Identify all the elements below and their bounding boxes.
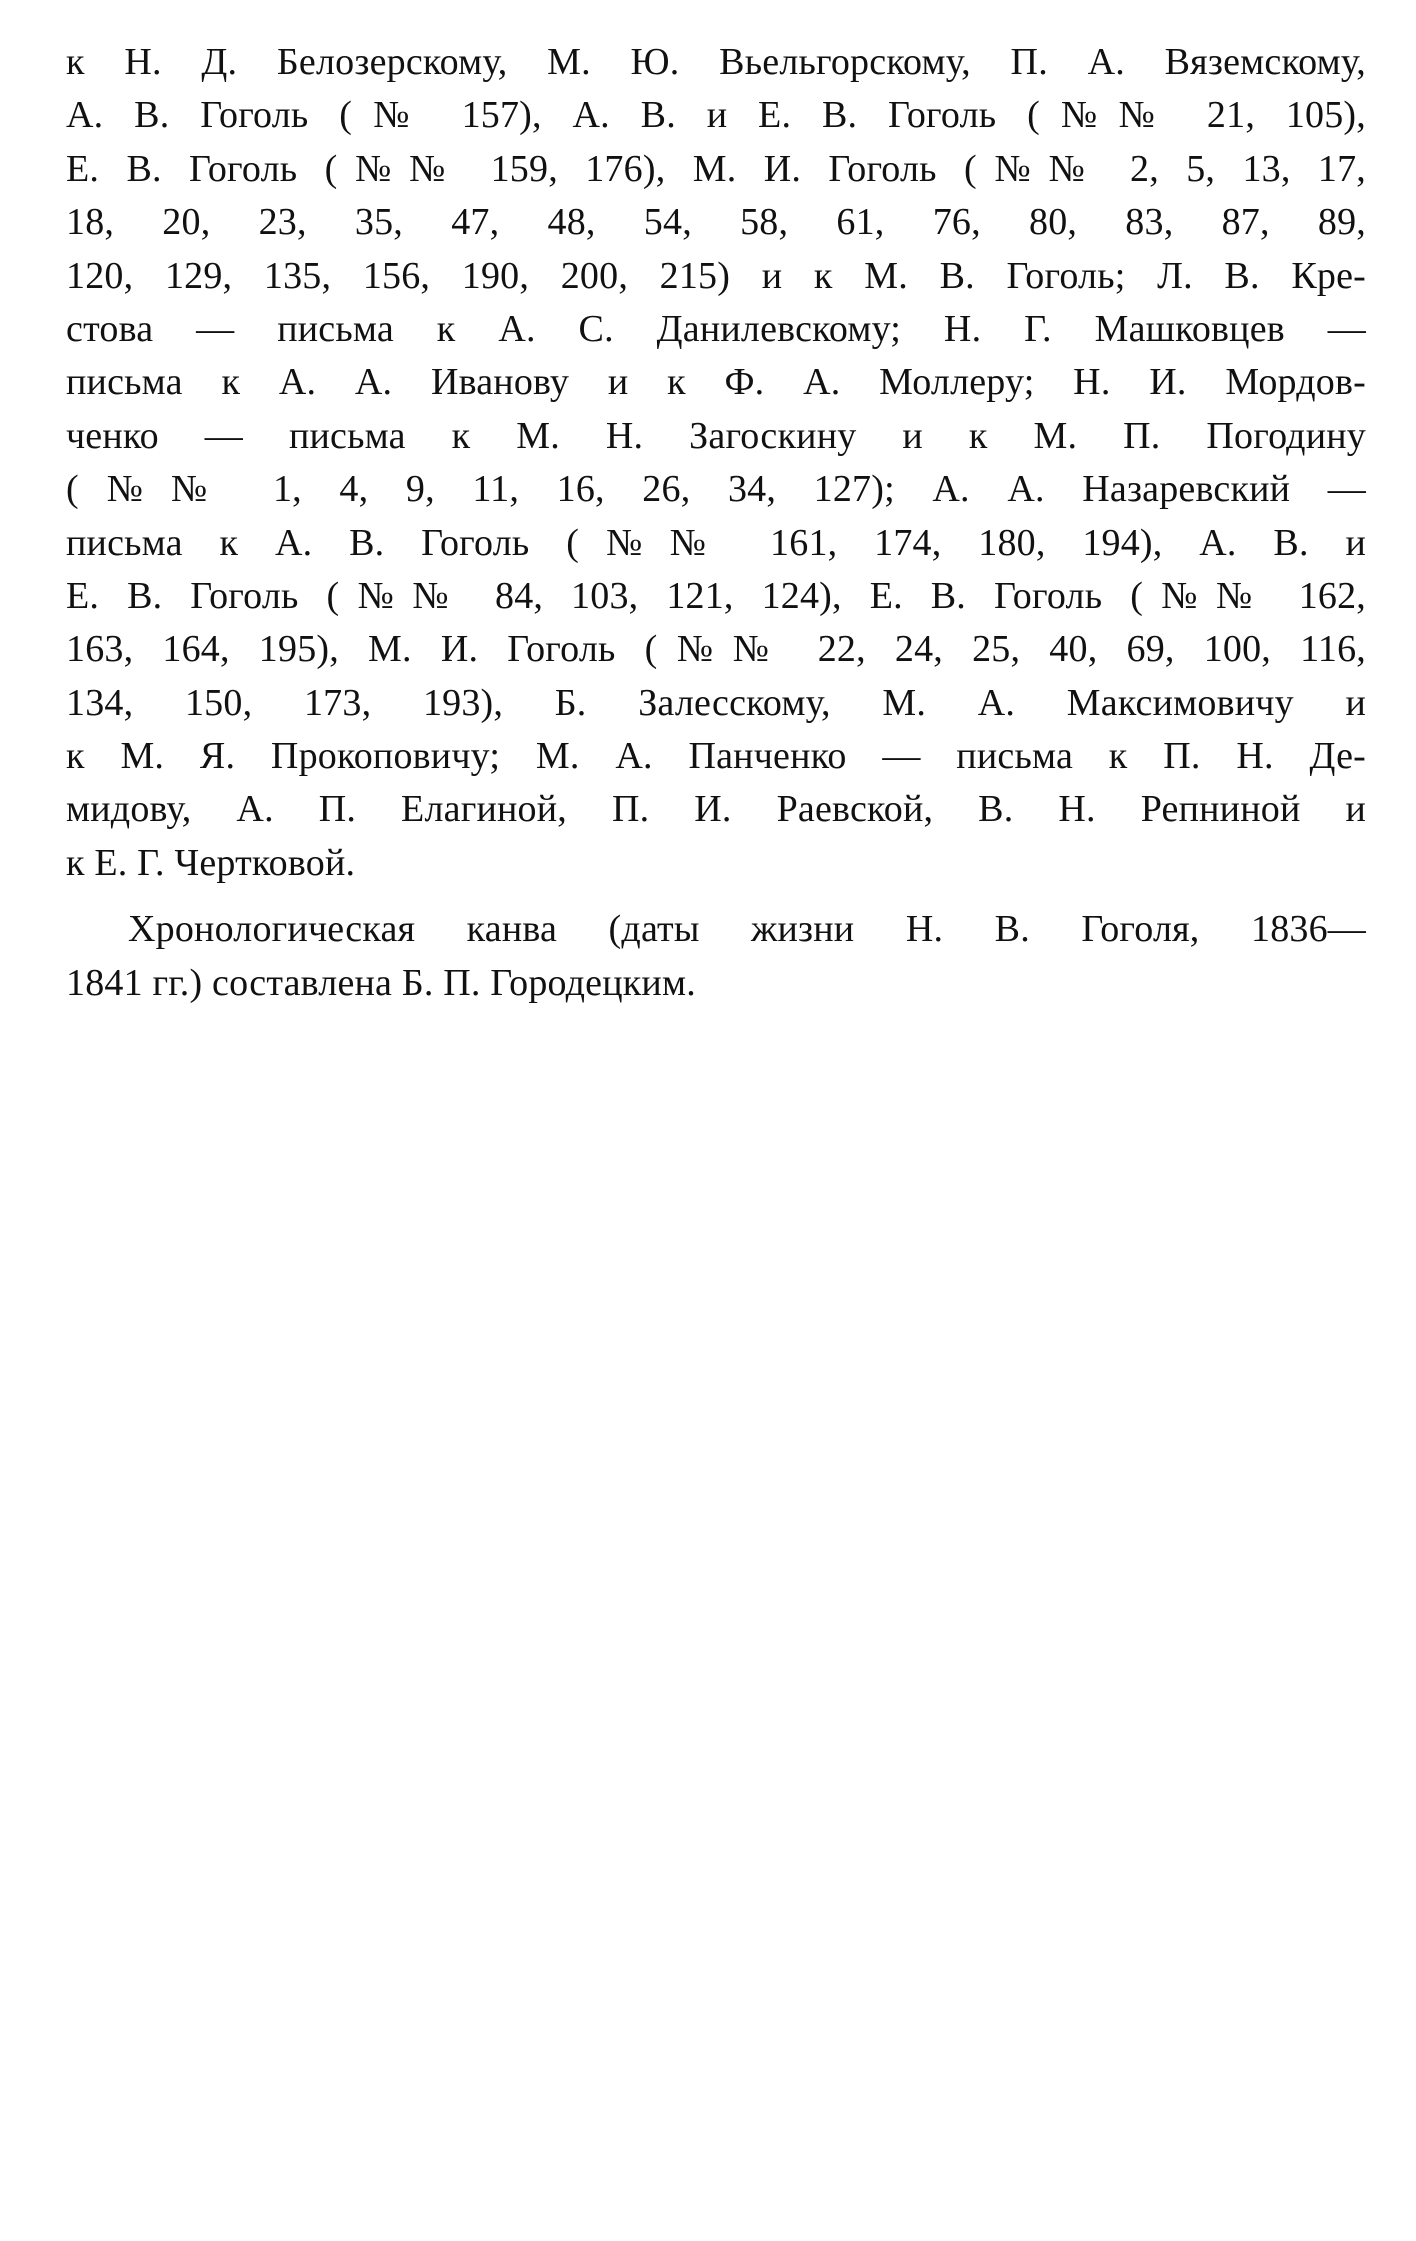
text-line: к Н. Д. Белозерскому, М. Ю. Вьельгорскому, П. А. Вяземскому, [66, 41, 1366, 83]
text-line: (№№ 1, 4, 9, 11, 16, 26, 34, 127); А. А. Назаревский — [66, 468, 1366, 511]
text-line: Е. В. Гоголь (№№ 159, 176), М. И. Гоголь (№№ 2, 5, 13, 17, [66, 147, 1366, 190]
text-line: Е. В. Гоголь (№№ 84, 103, 121, 124), Е. В. Гоголь (№№ 162, [66, 574, 1366, 617]
text-line: мидову, А. П. Елагиной, П. И. Раевской, В. Н. Репниной и [66, 788, 1366, 831]
text-block [66, 36, 1366, 1010]
text-line: 120, 129, 135, 156, 190, 200, 215) и к М. В. Гоголь; Л. В. Кре- [66, 254, 1366, 297]
text-line: 134, 150, 173, 193), Б. Залесскому, М. А. Максимовичу и [66, 681, 1366, 724]
text-line: стова — письма к А. С. Данилевскому; Н. Г. Машковцев — [66, 307, 1366, 350]
text-line: А. В. Гоголь (№ 157), А. В. и Е. В. Гоголь (№№ 21, 105), [66, 94, 1366, 137]
paragraph-chronology [66, 903, 1366, 1010]
text-line: письма к А. А. Иванову и к Ф. А. Моллеру; Н. И. Мордов- [66, 361, 1366, 404]
text-line: ченко — письма к М. Н. Загоскину и к М. П. Погодину [66, 414, 1366, 457]
paragraph-contributors [66, 36, 1366, 890]
text-line: 163, 164, 195), М. И. Гоголь (№№ 22, 24, 25, 40, 69, 100, 116, [66, 628, 1366, 671]
text-line: к М. Я. Прокоповичу; М. А. Панченко — письма к П. Н. Де- [66, 735, 1366, 778]
text-line: 1841 гг.) составлена Б. П. Городецким. [66, 961, 696, 1004]
paragraph-gap [66, 890, 1366, 903]
text-line: Хронологическая канва (даты жизни Н. В. Гоголя, 1836— [128, 908, 1366, 951]
text-line: письма к А. В. Гоголь (№№ 161, 174, 180, 194), А. В. и [66, 521, 1366, 564]
text-line: к Е. Г. Чертковой. [66, 841, 356, 884]
text-line: 18, 20, 23, 35, 47, 48, 54, 58, 61, 76, 80, 83, 87, 89, [66, 201, 1366, 244]
